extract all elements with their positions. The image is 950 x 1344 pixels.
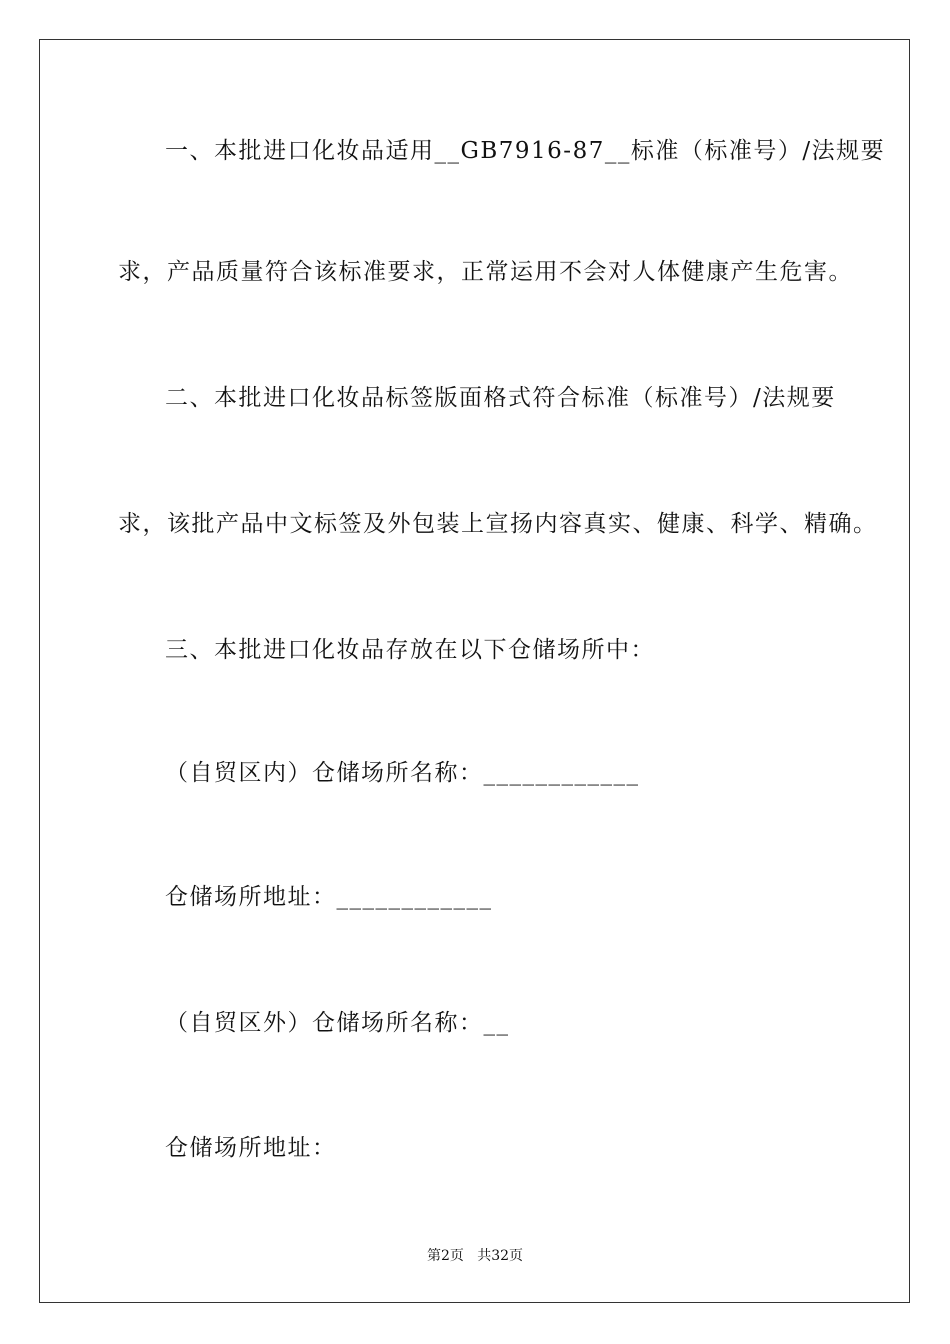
paragraph-1-line-1: 一、本批进口化妆品适用__GB7916-87__标准（标准号）/法规要 <box>165 138 886 164</box>
inside-warehouse-name: （自贸区内）仓储场所名称：____________ <box>165 760 640 786</box>
paragraph-3-line-1: 三、本批进口化妆品存放在以下仓储场所中： <box>165 637 655 663</box>
outside-warehouse-address: 仓储场所地址： <box>165 1135 337 1161</box>
paragraph-2-line-1: 二、本批进口化妆品标签版面格式符合标准（标准号）/法规要 <box>165 385 836 411</box>
page-number-footer: 第2页 共32页 <box>426 1248 524 1264</box>
outside-warehouse-name: （自贸区外）仓储场所名称：__ <box>165 1010 510 1036</box>
page-frame <box>39 39 910 1303</box>
paragraph-1-line-2: 求，产品质量符合该标准要求，正常运用不会对人体健康产生危害。 <box>118 259 853 285</box>
paragraph-2-line-2: 求，该批产品中文标签及外包装上宣扬内容真实、健康、科学、精确。 <box>118 511 878 537</box>
inside-warehouse-address: 仓储场所地址：____________ <box>165 884 493 910</box>
